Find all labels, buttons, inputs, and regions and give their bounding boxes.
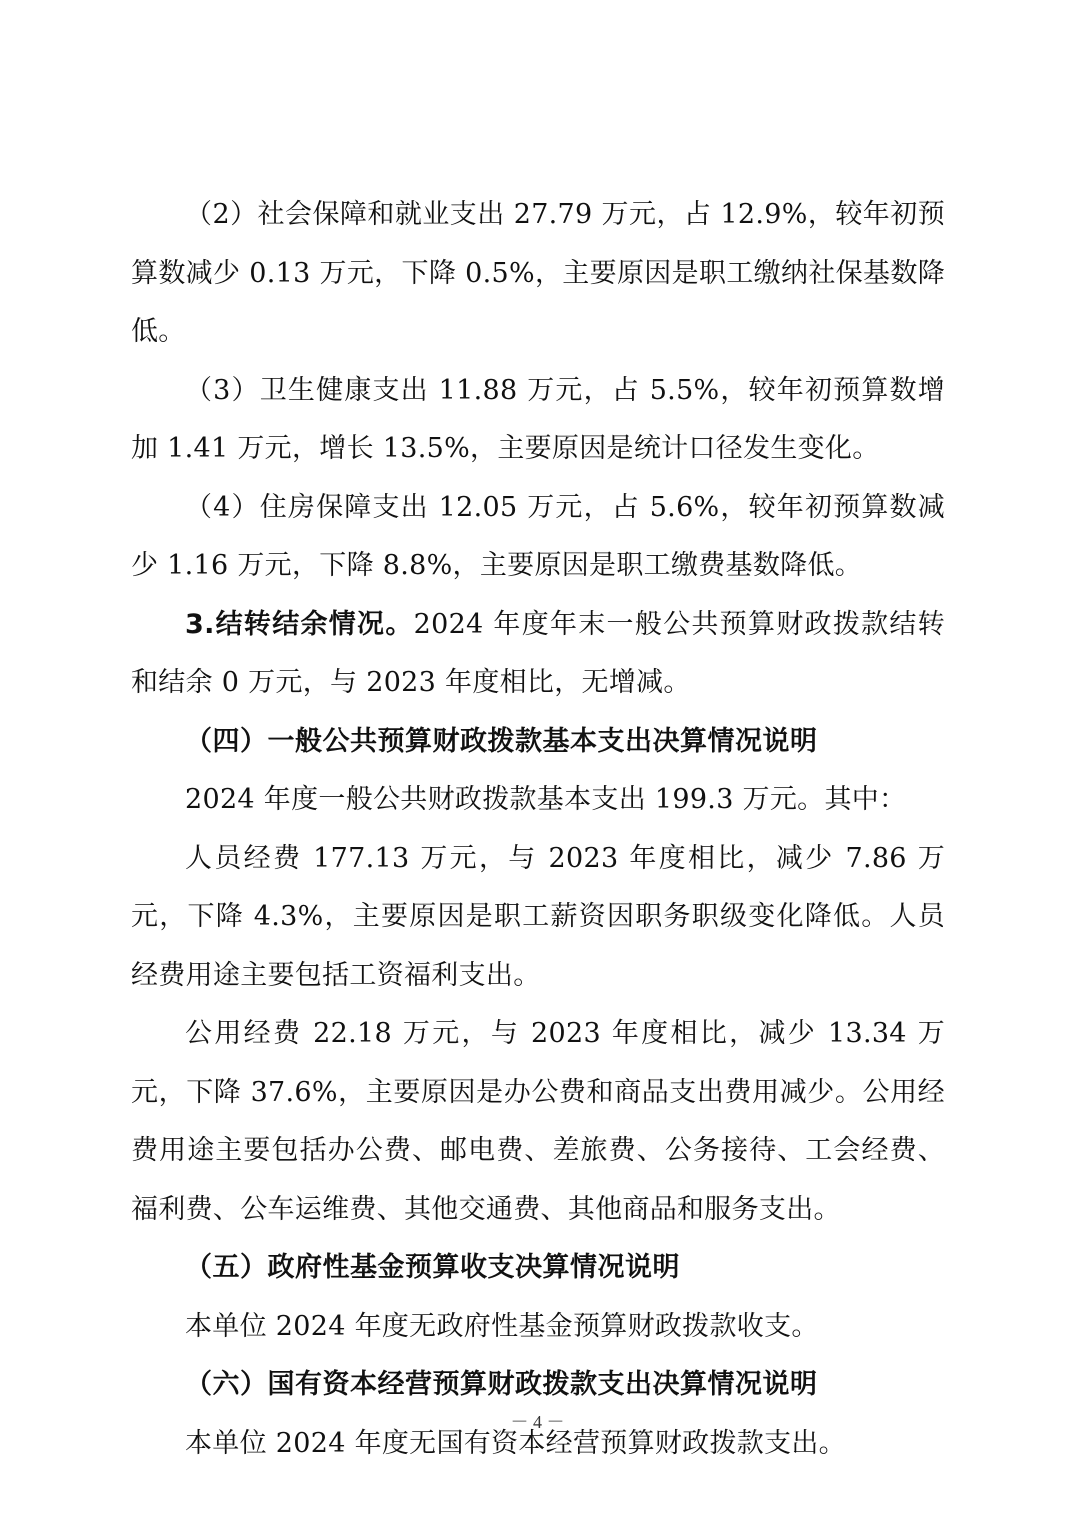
section-heading-6: （六）国有资本经营预算财政拨款支出决算情况说明 [185, 1369, 818, 1400]
paragraph-housing: （4）住房保障支出 12.05 万元，占 5.6%，较年初预算数减少 1.16 万元，下降 8.8%，主要原因是职工缴费基数降低。 [131, 491, 945, 581]
paragraph-state-capital: 本单位 2024 年度无国有资本经营预算财政拨款支出。 [185, 1427, 846, 1459]
document-body [131, 186, 945, 1473]
carryover-body: 2024 年度年末一般公共预算财政拨款结转和结余 0 万元，与 2023 年度相比，无增减。 [131, 608, 945, 698]
section-heading-4: （四）一般公共预算财政拨款基本支出决算情况说明 [185, 725, 818, 757]
paragraph-social-security: （2）社会保障和就业支出 27.79 万元，占 12.9%，较年初预算数减少 0.13 万元，下降 0.5%，主要原因是职工缴纳社保基数降低。 [131, 199, 945, 347]
paragraph-public-use: 公用经费 22.18 万元，与 2023 年度相比，减少 13.34 万元，下降 37.6%，主要原因是办公费和商品支出费用减少。公用经费用途主要包括办公费、邮电费、差旅费、公务接待、工会经费、福利费、公车运维费、其他交通费、其他商品和服务支出。 [131, 1018, 945, 1225]
paragraph-carryover [131, 596, 945, 713]
paragraph-basic-total: 2024 年度一般公共财政拨款基本支出 199.3 万元。其中： [185, 784, 907, 815]
section-heading-5: （五）政府性基金预算收支决算情况说明 [185, 1252, 680, 1283]
paragraph-gov-fund: 本单位 2024 年度无政府性基金预算财政拨款收支。 [185, 1310, 819, 1342]
page-number: － 4 － [510, 1412, 565, 1432]
paragraph-personnel: 人员经费 177.13 万元，与 2023 年度相比，减少 7.86 万元，下降 4.3%，主要原因是职工薪资因职务职级变化降低。人员经费用途主要包括工资福利支出。 [131, 842, 945, 991]
carryover-lead: 3.结转结余情况。 [185, 608, 414, 640]
paragraph-health: （3）卫生健康支出 11.88 万元，占 5.5%，较年初预算数增加 1.41 万元，增长 13.5%，主要原因是统计口径发生变化。 [131, 374, 945, 464]
